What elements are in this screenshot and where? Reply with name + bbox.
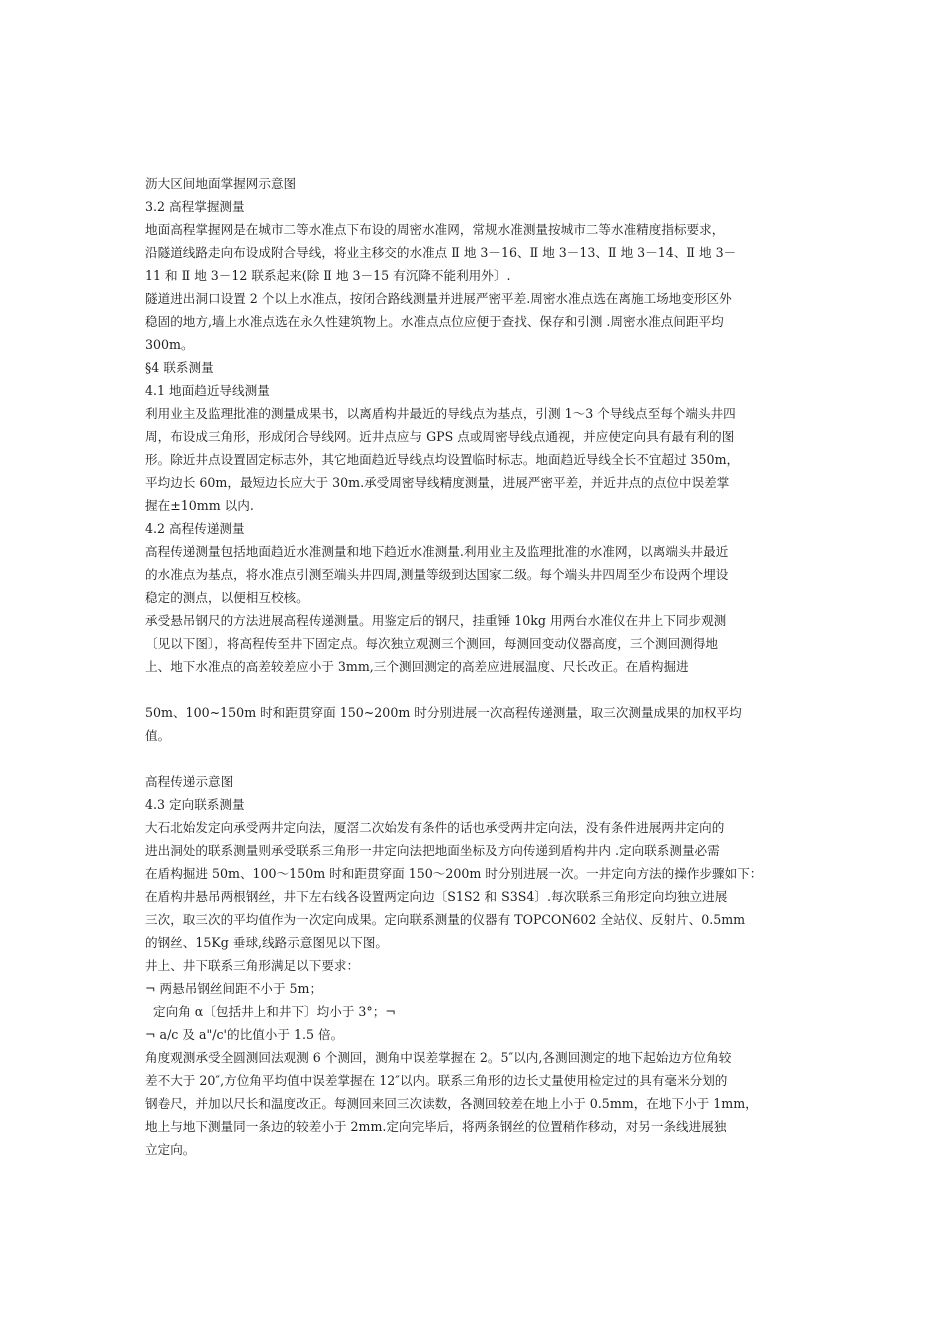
paragraph-line: 地上与地下测量同一条边的较差小于 2mm.定向完毕后，将两条钢丝的位置稍作移动，对另一条线进展独 <box>145 1119 727 1134</box>
paragraph-line: 立定向。 <box>145 1142 196 1157</box>
paragraph-line: 进出洞处的联系测量则承受联系三角形一井定向法把地面坐标及方向传递到盾构井内 .定向联系测量必需 <box>145 843 720 858</box>
paragraph-line: 三次，取三次的平均值作为一次定向成果。定向联系测量的仪器有 TOPCON602 全站仪、反射片、0.5mm <box>145 912 746 927</box>
paragraph-line: 沿隧道线路走向布设成附合导线，将业主移交的水准点 Ⅱ 地 3－16、Ⅱ 地 3－13、Ⅱ 地 3－14、Ⅱ 地 3－ <box>145 245 737 260</box>
list-item: ¬ 两悬吊钢丝间距不小于 5m； <box>145 981 323 996</box>
section-heading: 4.1 地面趋近导线测量 <box>145 383 270 398</box>
paragraph-line: 承受悬吊钢尺的方法进展高程传递测量。用鉴定后的钢尺，挂重锤 10kg 用两台水准仪在井上下同步观测 <box>145 613 727 628</box>
section-heading: 4.2 高程传递测量 <box>145 521 245 536</box>
paragraph-line: 高程传递测量包括地面趋近水准测量和地下趋近水准测量.利用业主及监理批准的水准网，以离端头井最近 <box>145 544 729 559</box>
paragraph-line: 钢卷尺，并加以尺长和温度改正。每测回来回三次读数，各测回较差在地上小于 0.5mm，在地下小于 1mm， <box>145 1096 758 1111</box>
paragraph-line: 隧道进出洞口设置 2 个以上水准点，按闭合路线测量并进展严密平差.周密水准点选在离施工场地变形区外 <box>145 291 732 306</box>
paragraph-line: 周，布设成三角形，形成闭合导线网。近井点应与 GPS 点或周密导线点通视，并应使定向具有最有利的图 <box>145 429 735 444</box>
paragraph-line: 角度观测承受全圆测回法观测 6 个测回，测角中误差掌握在 2。5″以内,各测回测定的地下起始边方位角较 <box>145 1050 732 1065</box>
paragraph-line: 利用业主及监理批准的测量成果书，以离盾构井最近的导线点为基点，引测 1～3 个导线点至每个端头井四 <box>145 406 736 421</box>
paragraph-line: 11 和 Ⅱ 地 3－12 联系起来(除 Ⅱ 地 3－15 有沉降不能利用外〕. <box>145 268 511 283</box>
blank-line <box>145 678 810 701</box>
paragraph-line: 稳定的测点，以便相互校核。 <box>145 590 309 605</box>
paragraph-line: 差不大于 20″,方位角平均值中误差掌握在 12″以内。联系三角形的边长丈量使用检定过的具有毫米分划的 <box>145 1073 728 1088</box>
paragraph-line: 50m、100~150m 时和距贯穿面 150~200m 时分别进展一次高程传递测量，取三次测量成果的加权平均 <box>145 705 742 720</box>
paragraph-line: 井上、井下联系三角形满足以下要求： <box>145 958 360 973</box>
document-body <box>145 172 810 1161</box>
paragraph-line: 上、地下水准点的高差较差应小于 3mm,三个测回测定的高差应进展温度、尺长改正。在盾构掘进 <box>145 659 689 674</box>
paragraph-line: 在盾构井悬吊两根钢丝，井下左右线各设置两定向边〔S1S2 和 S3S4〕.每次联系三角形定向均独立进展 <box>145 889 728 904</box>
paragraph-line: 大石北始发定向承受两井定向法，厦滘二次始发有条件的话也承受两井定向法，没有条件进展两井定向的 <box>145 820 725 835</box>
paragraph-line: 300m。 <box>145 337 194 352</box>
section-heading: 4.3 定向联系测量 <box>145 797 245 812</box>
list-item: ¬ a/c 及 a"/c'的比值小于 1.5 倍。 <box>145 1027 344 1042</box>
list-item: 定向角 α〔包括井上和井下〕均小于 3°；¬ <box>145 1004 396 1019</box>
section-heading: §4 联系测量 <box>145 360 214 375</box>
paragraph-line: 平均边长 60m，最短边长应大于 30m.承受周密导线精度测量，进展严密平差，并近井点的点位中误差掌 <box>145 475 730 490</box>
paragraph-line: 握在±10mm 以内. <box>145 498 254 513</box>
section-heading: 3.2 高程掌握测量 <box>145 199 245 214</box>
paragraph-line: 形。除近井点设置固定标志外，其它地面趋近导线点均设置临时标志。地面趋近导线全长不宜超过 350m， <box>145 452 740 467</box>
paragraph-line: 稳固的地方,墙上水准点选在永久性建筑物上。水准点点位应便于查找、保存和引测 .周密水准点间距平均 <box>145 314 724 329</box>
paragraph-line: 地面高程掌握网是在城市二等水准点下布设的周密水准网，常规水准测量按城市二等水准精度指标要求， <box>145 222 725 237</box>
figure-caption: 高程传递示意图 <box>145 774 234 789</box>
paragraph-line: 在盾构掘进 50m、100～150m 时和距贯穿面 150～200m 时分别进展一次。一井定向方法的操作步骤如下： <box>145 866 763 881</box>
paragraph-line: 的钢丝、15Kg 垂球,线路示意图见以下图。 <box>145 935 389 950</box>
paragraph-line: 值。 <box>145 728 171 743</box>
paragraph-line: 〔见以下图〕，将高程传至井下固定点。每次独立观测三个测回，每测回变动仪器高度，三个测回测得地 <box>145 636 719 651</box>
paragraph-line: 的水准点为基点，将水准点引测至端头井四周,测量等级到达国家二级。每个端头井四周至少布设两个埋设 <box>145 567 729 582</box>
figure-caption: 沥大区间地面掌握网示意图 <box>145 176 297 191</box>
blank-line <box>145 747 810 770</box>
